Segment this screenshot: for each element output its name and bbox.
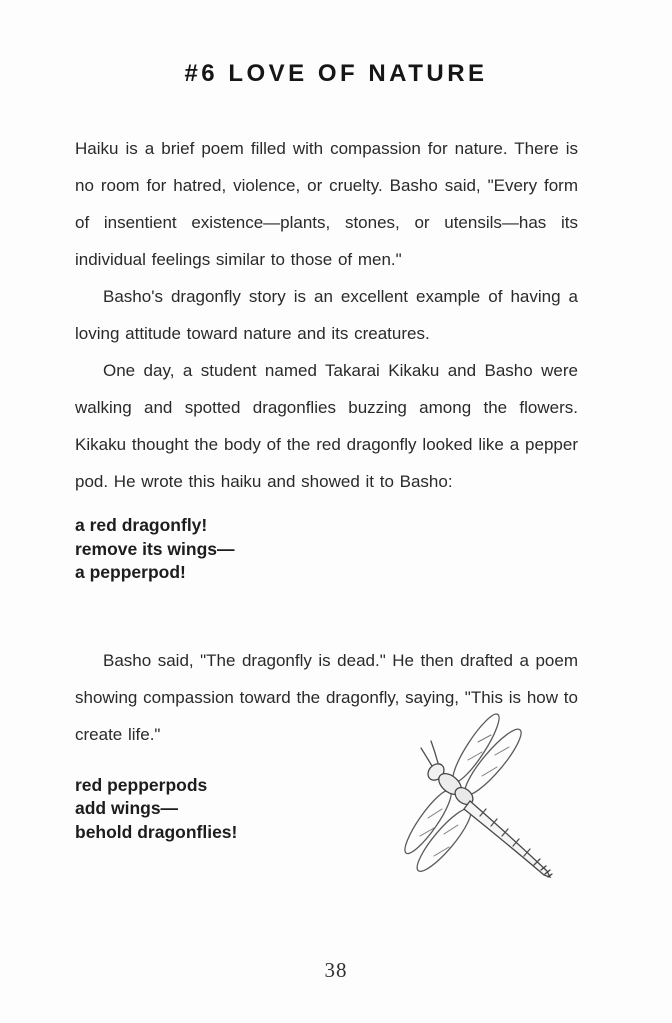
page-number: 38 xyxy=(324,958,348,982)
haiku-line: a pepperpod! xyxy=(75,562,186,582)
haiku-line: red pepperpods xyxy=(75,774,208,795)
haiku-line: behold dragonflies! xyxy=(75,821,238,842)
paragraph-kikaku-story: One day, a student named Takarai Kikaku and Basho were walking and spotted dragonflies buzzing among the flowers. Kikaku thought the body of the red dragonfly looked like a pepper pod. He wrote this haiku and showed it to Basho: xyxy=(75,361,578,491)
haiku-line: add wings— xyxy=(75,798,179,818)
haiku-kikaku xyxy=(75,514,672,585)
dragonfly-icon xyxy=(398,710,568,895)
haiku-basho xyxy=(75,774,672,845)
paragraph-intro: Haiku is a brief poem filled with compassion for nature. There is no room for hatred, violence, or cruelty. Basho said, "Every form of insentient existence—plants, stones, or utensils—has its individual feelings similar to those of men." xyxy=(75,139,578,269)
paragraph-basho-response: Basho said, "The dragonfly is dead." He then drafted a poem showing compassion toward the dragonfly, saying, "This is how to create life." xyxy=(75,650,578,744)
dragonfly-illustration xyxy=(398,710,568,895)
paragraph-story-intro: Basho's dragonfly story is an excellent example of having a loving attitude toward nature and its creatures. xyxy=(75,287,578,343)
chapter-title: #6 LOVE OF NATURE xyxy=(184,60,488,87)
haiku-line: remove its wings— xyxy=(75,538,235,559)
haiku-line: a red dragonfly! xyxy=(75,515,208,535)
